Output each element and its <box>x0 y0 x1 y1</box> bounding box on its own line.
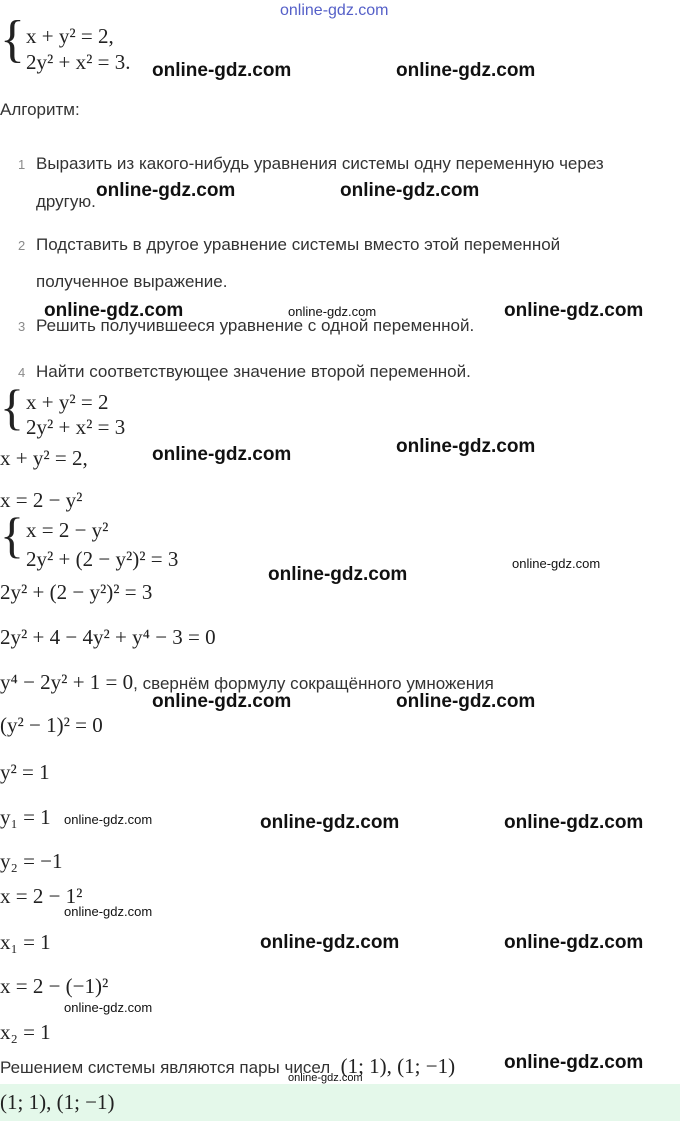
watermark: online-gdz.com <box>64 904 153 919</box>
step-text: Подставить в другое уравнение системы вместо этой переменной <box>36 235 561 254</box>
solution-line: y² = 1 <box>0 760 50 784</box>
system-top-eq1: x + y² = 2, <box>26 24 114 48</box>
step-number: 4 <box>18 365 26 380</box>
system-brace: { <box>0 507 24 563</box>
watermark: online-gdz.com <box>268 564 408 585</box>
step-text: Выразить из какого-нибудь уравнения системы одну переменную через <box>36 154 604 173</box>
watermark: online-gdz.com <box>152 691 292 712</box>
algorithm-title: Алгоритм: <box>0 100 80 119</box>
answer-box <box>0 1084 680 1121</box>
system-1-eq2: 2y² + x² = 3 <box>26 415 126 439</box>
solution-math: y⁴ − 2y² + 1 = 0 <box>0 670 134 694</box>
watermark: online-gdz.com <box>396 436 536 457</box>
conclusion-math: (1; 1), (1; −1) <box>340 1054 456 1078</box>
watermark: online-gdz.com <box>152 444 292 465</box>
watermark: online-gdz.com <box>396 691 536 712</box>
conclusion <box>0 1054 455 1079</box>
step-number: 3 <box>18 319 26 334</box>
answer-value: (1; 1), (1; −1) <box>0 1090 115 1114</box>
solution-line: (y² − 1)² = 0 <box>0 713 103 737</box>
watermark: online-gdz.com <box>96 180 236 201</box>
watermark: online-gdz.com <box>64 1000 153 1015</box>
step-number: 2 <box>18 238 26 253</box>
watermark: online-gdz.com <box>64 812 153 827</box>
watermark: online-gdz.com <box>396 60 536 81</box>
watermark: online-gdz.com <box>288 1072 363 1084</box>
solution-line: x₁ = 1 <box>0 930 51 954</box>
step-text: полученное выражение. <box>36 272 228 291</box>
system-2 <box>0 507 240 572</box>
solution-line: y₁ = 1 <box>0 805 51 829</box>
watermark: online-gdz.com <box>152 60 292 81</box>
watermark: online-gdz.com <box>504 932 644 953</box>
watermark: online-gdz.com <box>504 812 644 833</box>
solution-line: 2y² + (2 − y²)² = 3 <box>0 580 153 604</box>
system-top-eq2: 2y² + x² = 3. <box>26 50 131 74</box>
step-text: Решить получившееся уравнение с одной переменной. <box>36 316 475 335</box>
solution-line: x = 2 − 1² <box>0 884 83 908</box>
step-text: другую. <box>36 192 96 211</box>
system-2-eq2: 2y² + (2 − y²)² = 3 <box>26 547 179 571</box>
watermark: online-gdz.com <box>44 300 184 321</box>
solution-line: y₂ = −1 <box>0 849 63 873</box>
solution-comment: , свернём формулу сокращённого умножения <box>133 674 494 693</box>
system-brace: { <box>0 11 25 68</box>
watermark: online-gdz.com <box>340 180 480 201</box>
solution-line: x + y² = 2, <box>0 446 88 470</box>
step-number: 1 <box>18 157 26 172</box>
site-header-watermark: online-gdz.com <box>280 2 389 19</box>
watermark: online-gdz.com <box>504 1052 644 1073</box>
system-1 <box>0 379 200 442</box>
solution-line: x = 2 − (−1)² <box>0 974 109 998</box>
conclusion-text: Решением системы являются пары чисел <box>0 1058 331 1077</box>
system-2-eq1: x = 2 − y² <box>26 518 109 542</box>
system-1-eq1: x + y² = 2 <box>26 390 109 414</box>
solution-line: 2y² + 4 − 4y² + y⁴ − 3 = 0 <box>0 625 216 649</box>
system-brace: { <box>0 379 24 435</box>
step-text: Найти соответствующее значение второй переменной. <box>36 362 471 381</box>
watermark: online-gdz.com <box>260 932 400 953</box>
solution-line: x = 2 − y² <box>0 488 83 512</box>
solution-line: x₂ = 1 <box>0 1020 51 1044</box>
watermark: online-gdz.com <box>504 300 644 321</box>
watermark: online-gdz.com <box>512 556 601 571</box>
watermark: online-gdz.com <box>260 812 400 833</box>
watermark: online-gdz.com <box>288 304 377 319</box>
